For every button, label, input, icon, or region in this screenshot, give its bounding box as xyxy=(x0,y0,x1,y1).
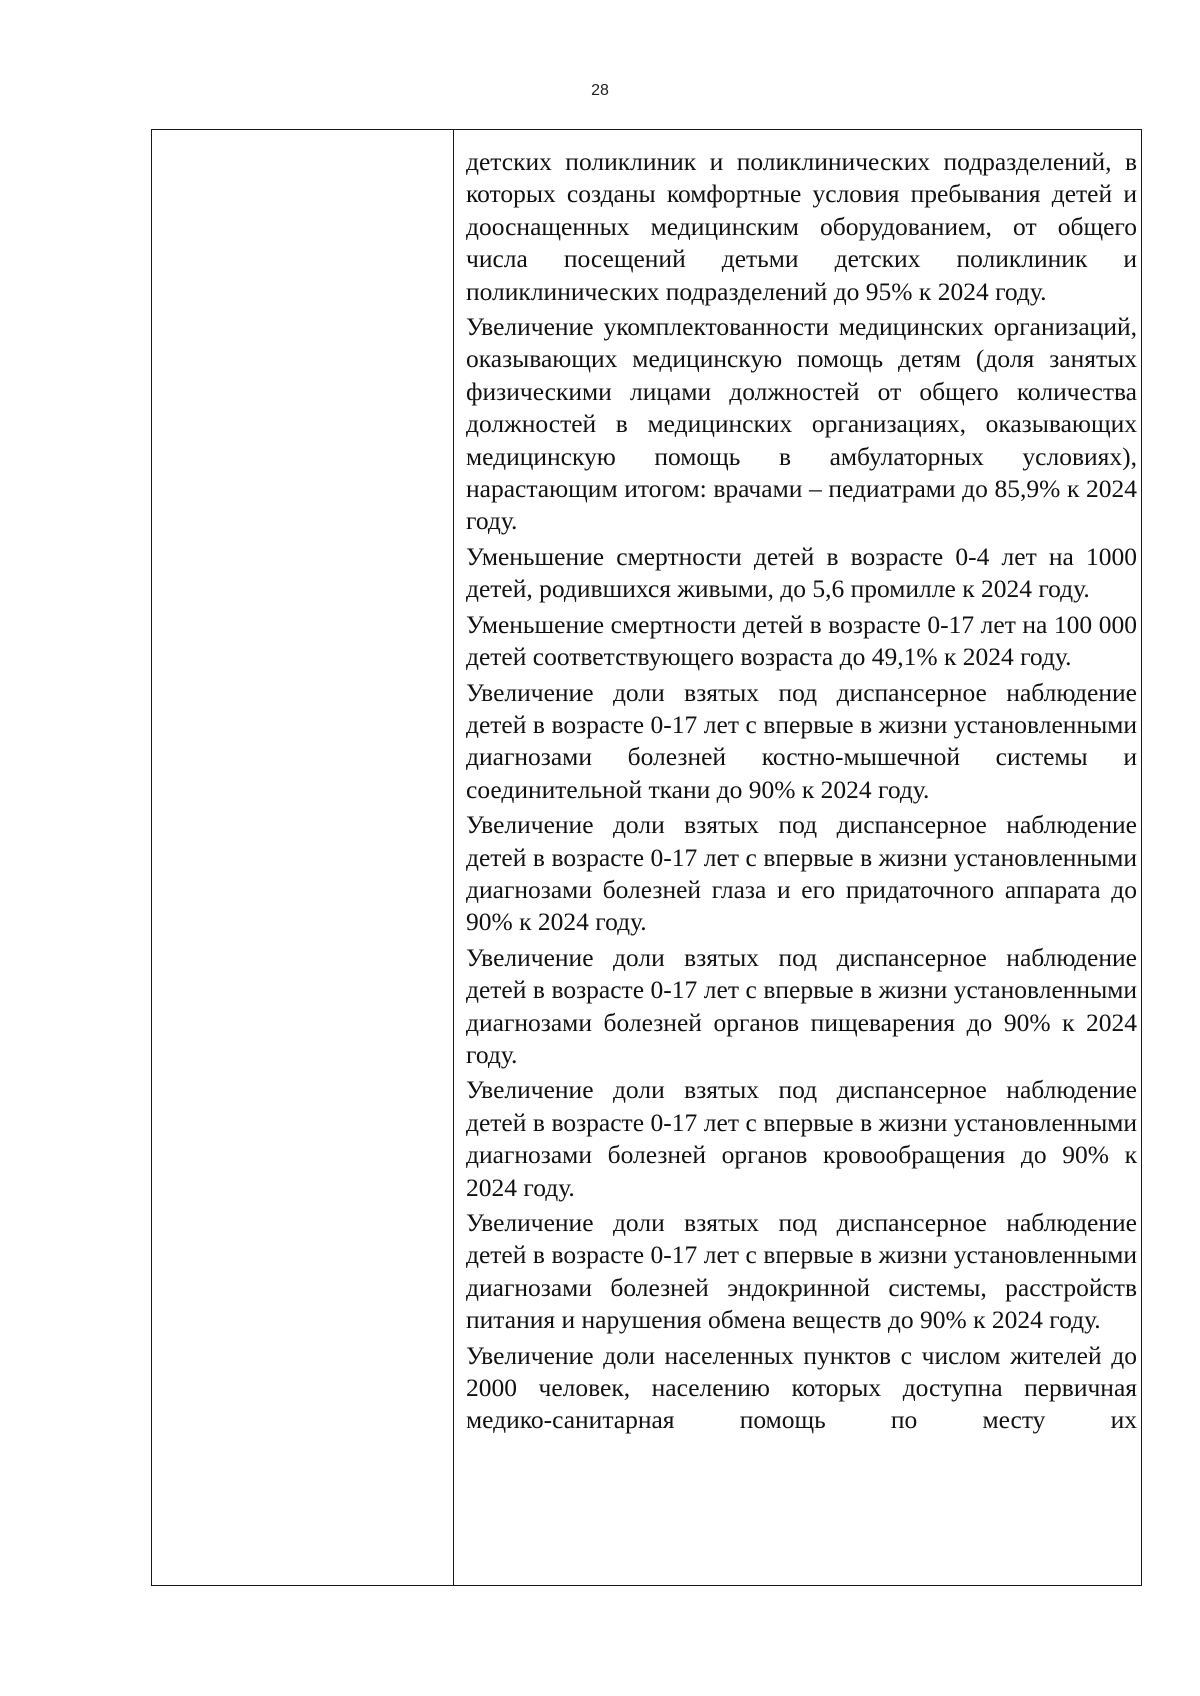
table-cell-right xyxy=(454,130,1141,1585)
paragraph-7: Увеличение доли взятых под диспансерное наблюдение детей в возрасте 0-17 лет с впервые в жизни установленными диагнозами болезней органов пищеварения до 90% к 2024 году. xyxy=(466,942,1137,1069)
paragraph-5: Увеличение доли взятых под диспансерное наблюдение детей в возрасте 0-17 лет с впервые в жизни установленными диагнозами болезней костно-мышечной системы и соединительной ткани до 90% к 2024 году. xyxy=(466,677,1137,804)
paragraph-3: Уменьшение смертности детей в возрасте 0-4 лет на 1000 детей, родившихся живыми, до 5,6 промилле к 2024 году. xyxy=(466,541,1137,604)
page-number: 28 xyxy=(591,82,609,99)
paragraph-6: Увеличение доли взятых под диспансерное наблюдение детей в возрасте 0-17 лет с впервые в жизни установленными диагнозами болезней глаза и его придаточного аппарата до 90% к 2024 году. xyxy=(466,810,1137,937)
document-table xyxy=(151,129,1142,1586)
paragraph-2: Увеличение укомплектованности медицинских организаций, оказывающих медицинскую помощь детям (доля занятых физическими лицами должностей от общего количества должностей в медицинских организациях, оказывающих медицинскую помощь в амбулаторных условиях), нарастающим итогом: врачами – педиатрами до 85,9% к 2024 году. xyxy=(466,312,1137,536)
paragraph-4: Уменьшение смертности детей в возрасте 0-17 лет на 100 000 детей соответствующего возраста до 49,1% к 2024 году. xyxy=(466,609,1137,672)
paragraph-10: Увеличение доли населенных пунктов с числом жителей до 2000 человек, населению которых доступна первичная медико-санитарная помощь по месту их xyxy=(466,1340,1137,1435)
table-cell-left xyxy=(152,130,454,1585)
paragraph-8: Увеличение доли взятых под диспансерное наблюдение детей в возрасте 0-17 лет с впервые в жизни установленными диагнозами болезней органов кровообращения до 90% к 2024 году. xyxy=(466,1075,1137,1202)
paragraph-9: Увеличение доли взятых под диспансерное наблюдение детей в возрасте 0-17 лет с впервые в жизни установленными диагнозами болезней эндокринной системы, расстройств питания и нарушения обмена веществ до 90% к 2024 году. xyxy=(466,1208,1137,1335)
paragraph-1: детских поликлиник и поликлинических подразделений, в которых созданы комфортные условия пребывания детей и дооснащенных медицинским оборудованием, от общего числа посещений детьми детских поликлиник и поликлинических подразделений до 95% к 2024 году. xyxy=(466,147,1137,306)
